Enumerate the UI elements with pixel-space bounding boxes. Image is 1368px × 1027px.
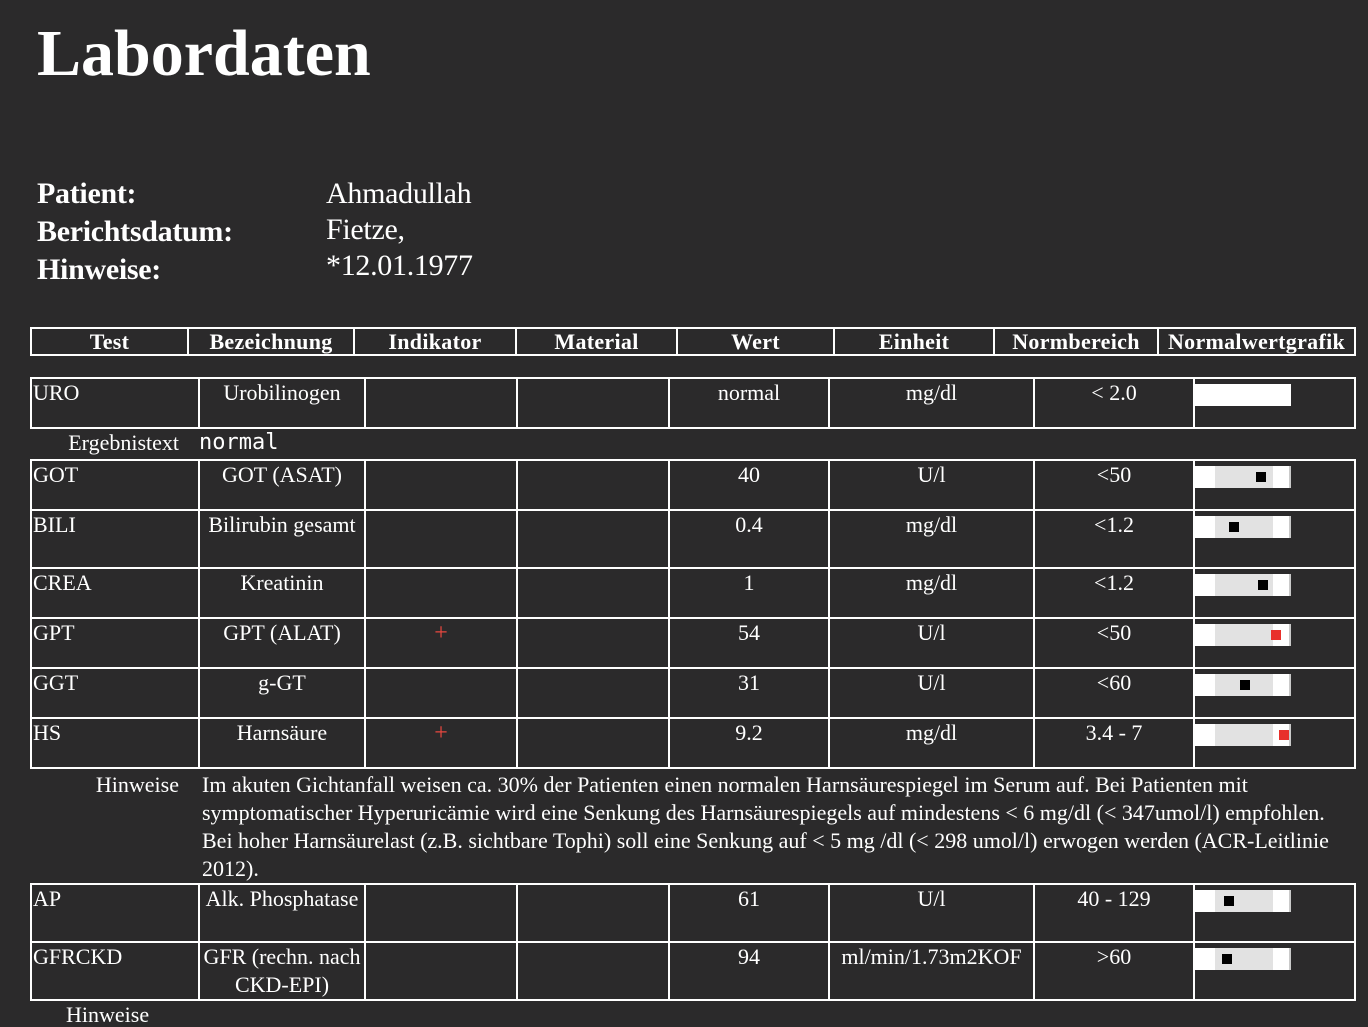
cell-value: 9.2 (669, 718, 829, 768)
table-row (31, 668, 1355, 718)
cell-value: 61 (669, 884, 829, 942)
cell-test-name: Alk. Phosphatase (199, 884, 365, 942)
cell-value: 54 (669, 618, 829, 668)
cell-unit: U/l (829, 460, 1034, 510)
graph-end-tick (1289, 516, 1291, 538)
cell-material (517, 668, 669, 718)
cell-range: >60 (1034, 942, 1194, 1000)
normal-value-graph (1195, 890, 1354, 912)
truncated-note-text: Hinweise (66, 1002, 150, 1027)
graph-end-tick (1289, 948, 1291, 970)
cell-range: 3.4 - 7 (1034, 718, 1194, 768)
note-text: Im akuten Gichtanfall weisen ca. 30% der Patienten einen normalen Harnsäurespiegel im Serum auf. Bei Patienten mit symptomatischer Hyperuricämie wird eine Senkung des Harnsäurespiegels auf mindestens < 6 mg/dl (< 347umol/l) empfohlen. Bei hoher Harnsäurelast (z.B. sichtbare Tophi) soll eine Senkung auf < 5 mg /dl (< 298 umol/l) erwogen werden (ACR-Leitlinie 2012). (202, 772, 1329, 881)
table-row (31, 884, 1355, 942)
normal-value-graph (1195, 466, 1354, 488)
header-normbereich: Normbereich (994, 328, 1158, 355)
cell-range: <50 (1034, 460, 1194, 510)
cell-indicator (365, 668, 517, 718)
cell-value: 40 (669, 460, 829, 510)
indicator-plus-icon: + (434, 620, 448, 646)
patient-info (37, 176, 473, 290)
normal-value-graph (1195, 624, 1354, 646)
graph-background (1195, 384, 1291, 406)
cell-indicator (365, 378, 517, 428)
lab-results-table (30, 377, 1356, 1001)
cell-test-name: g-GT (199, 668, 365, 718)
cell-material (517, 460, 669, 510)
normal-value-graph (1195, 948, 1354, 970)
graph-value-marker (1222, 954, 1232, 964)
cell-test-code: GOT (31, 460, 199, 510)
cell-indicator (365, 510, 517, 568)
cell-material (517, 378, 669, 428)
text-row (31, 428, 1355, 460)
table-row (31, 460, 1355, 510)
cell-test-code: BILI (31, 510, 199, 568)
cell-range: <50 (1034, 618, 1194, 668)
graph-value-marker (1224, 896, 1234, 906)
table-row (31, 718, 1355, 768)
normal-value-graph (1195, 674, 1354, 696)
cell-material (517, 510, 669, 568)
cell-range: <1.2 (1034, 568, 1194, 618)
normal-value-graph (1195, 574, 1354, 596)
result-text-label: Ergebnistext (68, 430, 179, 455)
cell-indicator (365, 942, 517, 1000)
cell-test-code: URO (31, 378, 199, 428)
cell-unit: mg/dl (829, 568, 1034, 618)
cell-value: 94 (669, 942, 829, 1000)
cell-test-code: HS (31, 718, 199, 768)
cell-material (517, 884, 669, 942)
report-date-label: Berichtsdatum: (37, 215, 233, 248)
cell-test-code: GGT (31, 668, 199, 718)
cell-normal-graph (1194, 942, 1355, 1000)
cell-normal-graph (1194, 618, 1355, 668)
cell-indicator (365, 884, 517, 942)
cell-indicator (365, 460, 517, 510)
graph-end-tick (1289, 890, 1291, 912)
normal-value-graph (1195, 384, 1354, 406)
cell-test-name: GOT (ASAT) (199, 460, 365, 510)
indicator-plus-icon: + (434, 720, 448, 746)
table-row (31, 618, 1355, 668)
truncated-note (66, 1002, 1346, 1027)
cell-test-name: Bilirubin gesamt (199, 510, 365, 568)
normal-value-graph (1195, 724, 1354, 746)
graph-norm-band (1215, 724, 1273, 746)
cell-normal-graph (1194, 460, 1355, 510)
cell-test-name: GFR (rechn. nach CKD-EPI) (199, 942, 365, 1000)
cell-material (517, 942, 669, 1000)
result-text-value: normal (199, 430, 279, 455)
cell-value: 0.4 (669, 510, 829, 568)
table-row (31, 942, 1355, 1000)
header-normalwertgrafik: Normalwertgrafik (1158, 328, 1355, 355)
cell-unit: ml/min/1.73m2KOF (829, 942, 1034, 1000)
page-title: Labordaten (37, 17, 371, 90)
cell-indicator (365, 568, 517, 618)
cell-unit: mg/dl (829, 510, 1034, 568)
cell-range: 40 - 129 (1034, 884, 1194, 942)
cell-normal-graph (1194, 718, 1355, 768)
graph-value-marker (1240, 680, 1250, 690)
note-label: Hinweise (95, 772, 179, 797)
cell-test-code: GFRCKD (31, 942, 199, 1000)
graph-value-marker (1279, 730, 1289, 740)
header-einheit: Einheit (834, 328, 994, 355)
notes-label: Hinweise: (37, 253, 161, 286)
graph-norm-band (1215, 516, 1273, 538)
cell-value: 31 (669, 668, 829, 718)
notes-row (37, 252, 326, 290)
cell-indicator (365, 718, 517, 768)
cell-normal-graph (1194, 668, 1355, 718)
cell-indicator (365, 618, 517, 668)
cell-test-code: CREA (31, 568, 199, 618)
table-row (31, 568, 1355, 618)
graph-value-marker (1271, 630, 1281, 640)
cell-normal-graph (1194, 568, 1355, 618)
cell-unit: U/l (829, 618, 1034, 668)
table-row (31, 510, 1355, 568)
cell-normal-graph (1194, 510, 1355, 568)
cell-normal-graph (1194, 884, 1355, 942)
cell-value: 1 (669, 568, 829, 618)
header-material: Material (516, 328, 677, 355)
cell-unit: mg/dl (829, 718, 1034, 768)
cell-test-name: Harnsäure (199, 718, 365, 768)
patient-label: Patient: (37, 177, 137, 210)
cell-range: <60 (1034, 668, 1194, 718)
cell-unit: mg/dl (829, 378, 1034, 428)
graph-value-marker (1229, 522, 1239, 532)
cell-test-name: GPT (ALAT) (199, 618, 365, 668)
cell-material (517, 618, 669, 668)
graph-end-tick (1289, 674, 1291, 696)
graph-end-tick (1289, 574, 1291, 596)
cell-normal-graph (1194, 378, 1355, 428)
cell-test-name: Kreatinin (199, 568, 365, 618)
lab-table-header (30, 327, 1356, 356)
cell-test-code: AP (31, 884, 199, 942)
table-row (31, 378, 1355, 428)
cell-test-code: GPT (31, 618, 199, 668)
cell-test-name: Urobilinogen (199, 378, 365, 428)
graph-value-marker (1256, 472, 1266, 482)
cell-value: normal (669, 378, 829, 428)
normal-value-graph (1195, 516, 1354, 538)
header-bezeichnung: Bezeichnung (188, 328, 354, 355)
graph-end-tick (1289, 466, 1291, 488)
header-test: Test (31, 328, 188, 355)
graph-end-tick (1289, 724, 1291, 746)
text-row (31, 768, 1355, 884)
cell-unit: U/l (829, 668, 1034, 718)
cell-range: < 2.0 (1034, 378, 1194, 428)
patient-value: Ahmadullah Fietze, *12.01.1977 (326, 177, 473, 282)
report-date-row (37, 214, 326, 252)
cell-material (517, 568, 669, 618)
header-wert: Wert (677, 328, 834, 355)
graph-norm-band (1215, 624, 1273, 646)
cell-range: <1.2 (1034, 510, 1194, 568)
cell-unit: U/l (829, 884, 1034, 942)
graph-value-marker (1258, 580, 1268, 590)
header-indikator: Indikator (354, 328, 516, 355)
cell-material (517, 718, 669, 768)
graph-end-tick (1289, 624, 1291, 646)
